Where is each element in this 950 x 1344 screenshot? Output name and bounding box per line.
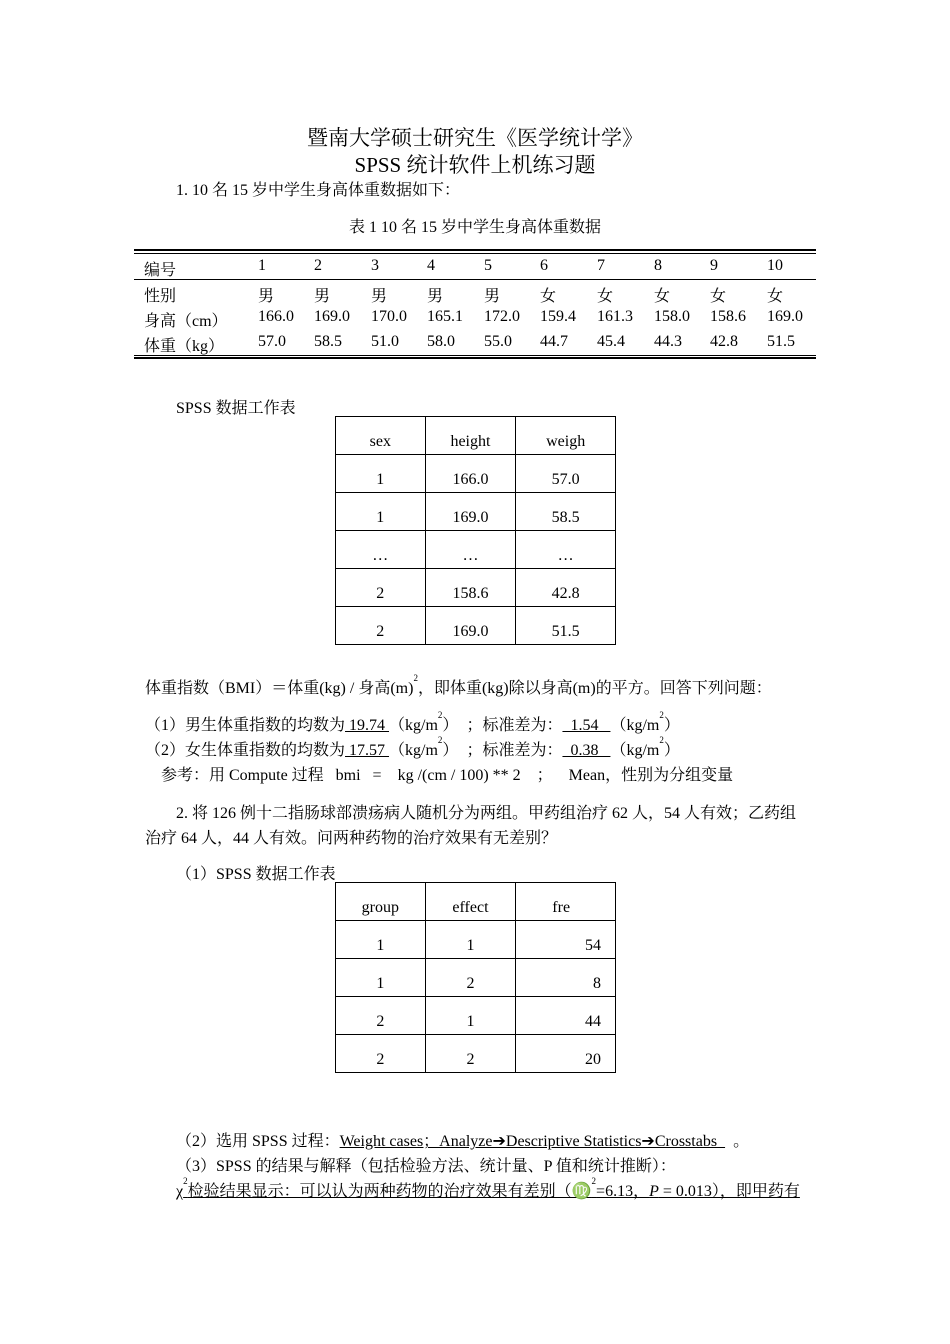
reference-note: 参考：用 Compute 过程 bmi = kg /(cm / 100) ** 2 ； Mean，性别为分组变量 [161, 767, 734, 784]
table-cell: 1 [336, 455, 426, 493]
table-cell: 158.6 [425, 569, 516, 607]
table-cell: 166.0 [425, 455, 516, 493]
table-cell: 10 [767, 257, 783, 274]
table-cell: 58.0 [427, 333, 455, 350]
table-cell: 158.0 [654, 308, 690, 325]
result-text: $\chi^2$检验结果显示：可以认为两种药物的治疗效果有差别（♍$^2$=6.13，P = 0.013），即甲药有 [176, 1176, 800, 1200]
result-label: （3）SPSS 的结果与解释（包括检验方法、统计量、P 值和统计推断）： [176, 1158, 676, 1175]
table-cell: 2 [425, 1035, 516, 1073]
table-cell: 51.0 [371, 333, 399, 350]
table-cell: … [425, 531, 516, 569]
height-weight-table [134, 249, 816, 359]
q1-spss-label: SPSS 数据工作表 [176, 400, 296, 417]
table-row [336, 883, 616, 921]
table-cell: 51.5 [516, 607, 616, 645]
table-row [336, 531, 616, 569]
table-cell: 2 [336, 997, 426, 1035]
table-cell: … [336, 531, 426, 569]
table-cell: 女 [654, 288, 671, 305]
table-cell: 58.5 [516, 493, 616, 531]
table-row-sex [134, 280, 816, 305]
header-cell: group [336, 883, 426, 921]
q1-intro: 1. 10 名 15 岁中学生身高体重数据如下： [176, 182, 461, 199]
table-cell: 20 [516, 1035, 616, 1073]
male-bmi-mean: 19.74 [345, 717, 390, 734]
table-cell: 2 [314, 257, 322, 274]
table-cell: 2 [336, 569, 426, 607]
bmi-definition: 体重指数（BMI）＝体重(kg) / 身高$(m)^2$，即体重(kg)除以身高(m)的平方。回答下列问题： [145, 673, 772, 697]
table-cell: 1 [336, 493, 426, 531]
table-cell: 42.8 [516, 569, 616, 607]
table-cell: 2 [336, 607, 426, 645]
table-cell: 男 [258, 288, 275, 305]
table-cell: 女 [597, 288, 614, 305]
table-cell: 165.1 [427, 308, 463, 325]
table-row [336, 607, 616, 645]
procedure-line: （2）选用 SPSS 过程：Weight cases；Analyze➔Descriptive Statistics➔Crosstabs 。 [176, 1133, 750, 1150]
table-cell: 170.0 [371, 308, 407, 325]
table-row [336, 997, 616, 1035]
table-cell: 1 [425, 921, 516, 959]
table-row-weight [134, 330, 816, 355]
table-cell: 44.3 [654, 333, 682, 350]
q2-text-line1: 2. 将 126 例十二指肠球部溃疡病人随机分为两组。甲药组治疗 62 人，54 人有效；乙药组 [176, 805, 797, 822]
table-cell: 42.8 [710, 333, 738, 350]
answer-2: （2）女生体重指数的均数为 17.57 $(kg/m^2)$ ；标准差为： 0.38 $(kg/m^2)$ [145, 735, 680, 759]
table-cell: 女 [710, 288, 727, 305]
table-row [336, 493, 616, 531]
table-cell: 2 [336, 1035, 426, 1073]
table-cell: 159.4 [540, 308, 576, 325]
table-cell: 45.4 [597, 333, 625, 350]
table-cell: 8 [516, 959, 616, 997]
table-cell: 161.3 [597, 308, 633, 325]
header-cell: weigh [516, 417, 616, 455]
table-cell: 169.0 [425, 607, 516, 645]
header-cell: effect [425, 883, 516, 921]
table-cell: 1 [258, 257, 266, 274]
table-row-id [134, 254, 816, 279]
table-cell: 169.0 [314, 308, 350, 325]
page-title: 暨南大学硕士研究生《医学统计学》 [307, 126, 643, 150]
table-bottom-rule [134, 355, 816, 359]
male-bmi-sd: 1.54 [562, 717, 611, 734]
table-row [336, 959, 616, 997]
table-cell: 男 [484, 288, 501, 305]
table-cell: 男 [314, 288, 331, 305]
table-cell: 51.5 [767, 333, 795, 350]
table-cell: 44.7 [540, 333, 568, 350]
table-cell: 7 [597, 257, 605, 274]
female-bmi-mean: 17.57 [345, 742, 390, 759]
header-cell: height [425, 417, 516, 455]
table-cell: 57.0 [516, 455, 616, 493]
table-row [336, 417, 616, 455]
table-row [336, 921, 616, 959]
table-cell: 男 [371, 288, 388, 305]
q2-spss-table [335, 882, 616, 1073]
table-cell: 55.0 [484, 333, 512, 350]
table-cell: 158.6 [710, 308, 746, 325]
header-cell: sex [336, 417, 426, 455]
table-cell: 1 [336, 959, 426, 997]
table-cell: 44 [516, 997, 616, 1035]
female-bmi-sd: 0.38 [562, 742, 611, 759]
table-cell: 57.0 [258, 333, 286, 350]
header-cell: fre [516, 883, 616, 921]
q1-spss-table [335, 416, 616, 645]
table-cell: 2 [425, 959, 516, 997]
row-label: 编号 [144, 262, 177, 279]
table-cell: 4 [427, 257, 435, 274]
page-subtitle: SPSS 统计软件上机练习题 [354, 153, 596, 177]
row-label: 身高（cm） [144, 313, 228, 330]
table-cell: 5 [484, 257, 492, 274]
table-cell: 3 [371, 257, 379, 274]
table-row [336, 455, 616, 493]
table-row-height [134, 305, 816, 330]
table-cell: 9 [710, 257, 718, 274]
table-cell: 1 [425, 997, 516, 1035]
row-label: 体重（kg） [144, 338, 225, 355]
q2-spss-label: （1）SPSS 数据工作表 [176, 866, 336, 883]
answer-1: （1）男生体重指数的均数为 19.74 $(kg/m^2)$ ；标准差为： 1.54 $(kg/m^2)$ [145, 710, 680, 734]
row-label: 性别 [144, 288, 177, 305]
table-cell: 男 [427, 288, 444, 305]
table-cell: 女 [540, 288, 557, 305]
table-cell: 169.0 [767, 308, 803, 325]
table-cell: 女 [767, 288, 784, 305]
q2-text-line2: 治疗 64 人，44 人有效。问两种药物的治疗效果有无差别？ [145, 830, 558, 847]
table-cell: 6 [540, 257, 548, 274]
table-cell: 58.5 [314, 333, 342, 350]
table-row [336, 1035, 616, 1073]
table-cell: 54 [516, 921, 616, 959]
table-cell: 166.0 [258, 308, 294, 325]
table-cell: 1 [336, 921, 426, 959]
procedure-value: Weight cases；Analyze➔Descriptive Statistics➔Crosstabs [339, 1133, 726, 1150]
table-cell: 172.0 [484, 308, 520, 325]
table-cell: … [516, 531, 616, 569]
table-cell: 169.0 [425, 493, 516, 531]
table1-caption: 表 1 10 名 15 岁中学生身高体重数据 [348, 219, 601, 236]
table-row [336, 569, 616, 607]
table-cell: 8 [654, 257, 662, 274]
